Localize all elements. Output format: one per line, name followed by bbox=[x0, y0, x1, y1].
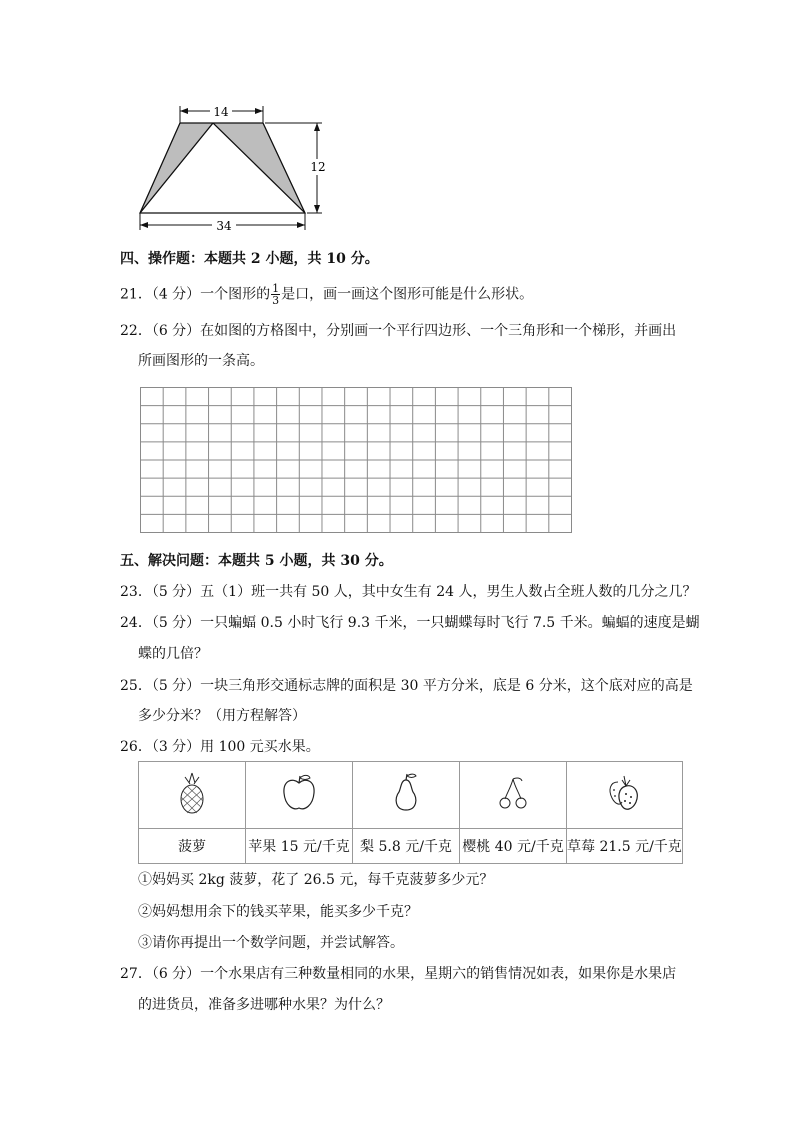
pear-icon bbox=[389, 772, 423, 814]
top-length-label: 14 bbox=[213, 105, 229, 119]
pineapple-cell bbox=[139, 762, 246, 829]
apple-cell bbox=[246, 762, 353, 829]
question-27-line2: 的进货员，准备多进哪种水果？为什么？ bbox=[138, 997, 390, 1013]
fruit-label: 菠萝 bbox=[139, 829, 246, 864]
square-grid bbox=[140, 387, 572, 533]
fruit-price-table bbox=[138, 761, 683, 864]
apple-icon bbox=[280, 773, 318, 813]
question-25-line1: 25．（5 分）一块三角形交通标志牌的面积是 30 平方分米，底是 6 分米，这个底对应的高是 bbox=[120, 678, 693, 694]
fruit-label: 苹果 15 元/千克 bbox=[246, 829, 353, 864]
cherry-cell bbox=[460, 762, 567, 829]
question-21 bbox=[120, 283, 533, 306]
question-23: 23．（5 分）五（1）班一共有 50 人，其中女生有 24 人，男生人数占全班人数的几分之几？ bbox=[120, 584, 697, 600]
strawberry-cell bbox=[567, 762, 683, 829]
height-label: 12 bbox=[310, 160, 326, 174]
question-26-sub3: ③请你再提出一个数学问题，并尝试解答。 bbox=[138, 935, 404, 951]
bottom-length-label: 34 bbox=[216, 219, 232, 233]
cherry-icon bbox=[495, 775, 531, 811]
question-22-line2: 所画图形的一条高。 bbox=[138, 353, 264, 369]
question-24-line2: 蝶的几倍？ bbox=[138, 646, 208, 662]
question-24-line1: 24．（5 分）一只蝙蝠 0.5 小时飞行 9.3 千米，一只蝴蝶每时飞行 7.5 千米。蝙蝠的速度是蝴 bbox=[120, 615, 700, 631]
pear-cell bbox=[353, 762, 460, 829]
fruit-label: 梨 5.8 元/千克 bbox=[353, 829, 460, 864]
q21-prefix: 21．（4 分）一个图形的 bbox=[120, 286, 271, 303]
section-5-title: 五、解决问题：本题共 5 小题，共 30 分。 bbox=[120, 553, 393, 569]
question-26-stem: 26．（3 分）用 100 元买水果。 bbox=[120, 739, 320, 755]
fruit-label: 草莓 21.5 元/千克 bbox=[567, 829, 683, 864]
fruit-label: 樱桃 40 元/千克 bbox=[460, 829, 567, 864]
section-4-title: 四、操作题：本题共 2 小题，共 10 分。 bbox=[120, 251, 379, 267]
strawberry-icon bbox=[604, 772, 644, 814]
question-26-sub1: ①妈妈买 2kg 菠萝，花了 26.5 元，每千克菠萝多少元？ bbox=[138, 872, 494, 888]
question-22-line1: 22．（6 分）在如图的方格图中，分别画一个平行四边形、一个三角形和一个梯形，并画出 bbox=[120, 323, 677, 339]
question-26-sub2: ②妈妈想用余下的钱买苹果，能买多少千克？ bbox=[138, 904, 418, 920]
question-25-line2: 多少分米？（用方程解答） bbox=[138, 708, 306, 724]
q21-suffix: 是口，画一画这个图形可能是什么形状。 bbox=[281, 286, 534, 303]
question-27-line1: 27．（6 分）一个水果店有三种数量相同的水果，星期六的销售情况如表，如果你是水果店 bbox=[120, 966, 677, 982]
one-third-fraction: $\frac{1}{3}$ bbox=[272, 282, 280, 307]
trapezoid-figure bbox=[130, 100, 340, 240]
pineapple-icon bbox=[175, 771, 209, 815]
